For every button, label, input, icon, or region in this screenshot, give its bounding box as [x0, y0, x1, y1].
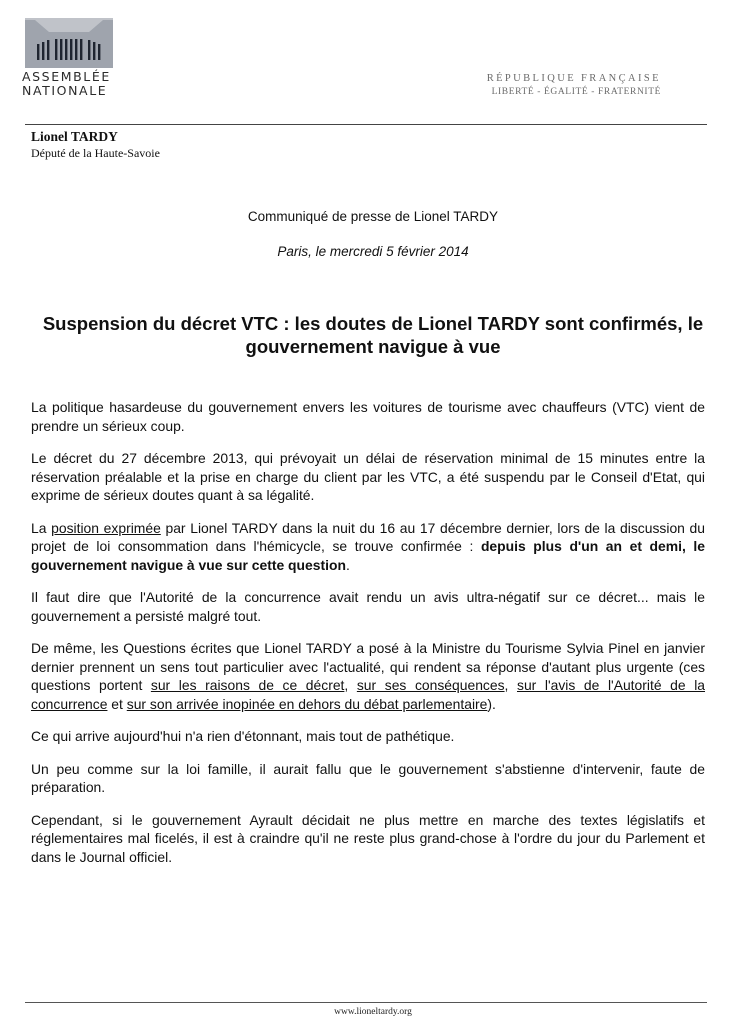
assemblee-building-icon: [25, 18, 113, 68]
question-link-consequences[interactable]: sur ses conséquences: [356, 677, 505, 693]
paragraph-3-text: .: [345, 556, 350, 573]
paragraph-3-text: La: [31, 519, 52, 536]
paragraph-8: Cependant, si le gouvernement Ayrault décidait ne plus mettre en marche des textes législatifs et réglementaires mal ficelés, il est à craindre qu'il ne reste plus grand-chose à l'ordre du jour du Parlement et dans le Journal officiel.: [31, 811, 705, 865]
headline: Suspension du décret VTC : les doutes de Lionel TARDY sont confirmés, le gouvernement navigue à vue: [42, 313, 704, 357]
republic-header: [487, 72, 661, 99]
paragraph-2: Le décret du 27 décembre 2013, qui prévoyait un délai de réservation minimal de 15 minutes entre la réservation préalable et la prise en charge du client par les VTC, a été suspendu par le Conseil d'Etat, qui exprime de sérieux doutes quant à sa légalité.: [31, 450, 705, 503]
author-block: [31, 128, 160, 161]
article-body: [31, 398, 705, 880]
header-divider: [25, 124, 707, 125]
footer-url[interactable]: www.lioneltardy.org: [334, 1007, 412, 1017]
paragraph-5-text: ,: [504, 677, 517, 693]
paragraph-3-emphasis: depuis plus d'un an et demi, le gouvernement navigue à vue sur cette question: [31, 538, 705, 573]
press-release-label: Communiqué de presse de Lionel TARDY: [247, 209, 499, 224]
press-release-date: Paris, le mercredi 5 février 2014: [277, 244, 469, 259]
republic-title: RÉPUBLIQUE FRANÇAISE: [486, 73, 661, 84]
paragraph-1: La politique hasardeuse du gouvernement envers les voitures de tourisme avec chauffeurs (VTC) vient de prendre un sérieux coup.: [31, 399, 705, 434]
logo-wordmark: [22, 70, 132, 98]
paragraph-6: Ce qui arrive aujourd'hui n'a rien d'étonnant, mais tout de pathétique.: [31, 728, 455, 744]
paragraph-5-text: et: [107, 695, 127, 712]
assemblee-logo-icon: [25, 18, 113, 68]
logo-line-nationale: NATIONALE: [22, 83, 108, 98]
paragraph-4: Il faut dire que l'Autorité de la concurrence avait rendu un avis ultra-négatif sur ce décret... mais le gouvernement a persisté malgré tout.: [31, 589, 705, 624]
question-link-arrivee[interactable]: sur son arrivée inopinée en dehors du débat parlementaire: [126, 695, 488, 712]
question-link-raisons[interactable]: sur les raisons de ce décret: [150, 677, 345, 693]
footer-divider: [25, 1002, 707, 1003]
author-role: Député de la Haute-Savoie: [31, 146, 160, 160]
position-link[interactable]: position exprimée: [51, 519, 161, 536]
republic-motto: LIBERTÉ - ÉGALITÉ - FRATERNITÉ: [491, 87, 661, 97]
paragraph-7: Un peu comme sur la loi famille, il aurait fallu que le gouvernement s'abstienne d'intervenir, faute de préparation.: [31, 760, 705, 795]
author-name: Lionel TARDY: [31, 129, 118, 144]
paragraph-3: [31, 519, 705, 575]
paragraph-5: [31, 639, 705, 713]
paragraph-5-text: De même, les Questions écrites que Lionel TARDY a posé à la Ministre du Tourisme Sylvia Pinel en janvier dernier prennent un sens tout particulier avec l'actualité, qui rendent sa réponse d'autant plus urgente (ces questions portent: [31, 640, 705, 693]
question-link-avis[interactable]: sur l'avis de l'Autorité de la concurrence: [31, 677, 706, 712]
paragraph-5-text: ,: [344, 677, 357, 693]
logo-line-assemblee: ASSEMBLÉE: [22, 69, 111, 84]
paragraph-3-text: par Lionel TARDY dans la nuit du 16 au 17 décembre dernier, lors de la discussion du projet de loi consommation dans l'hémicycle, se trouve confirmée :: [31, 519, 706, 554]
paragraph-5-text: ).: [487, 695, 496, 712]
